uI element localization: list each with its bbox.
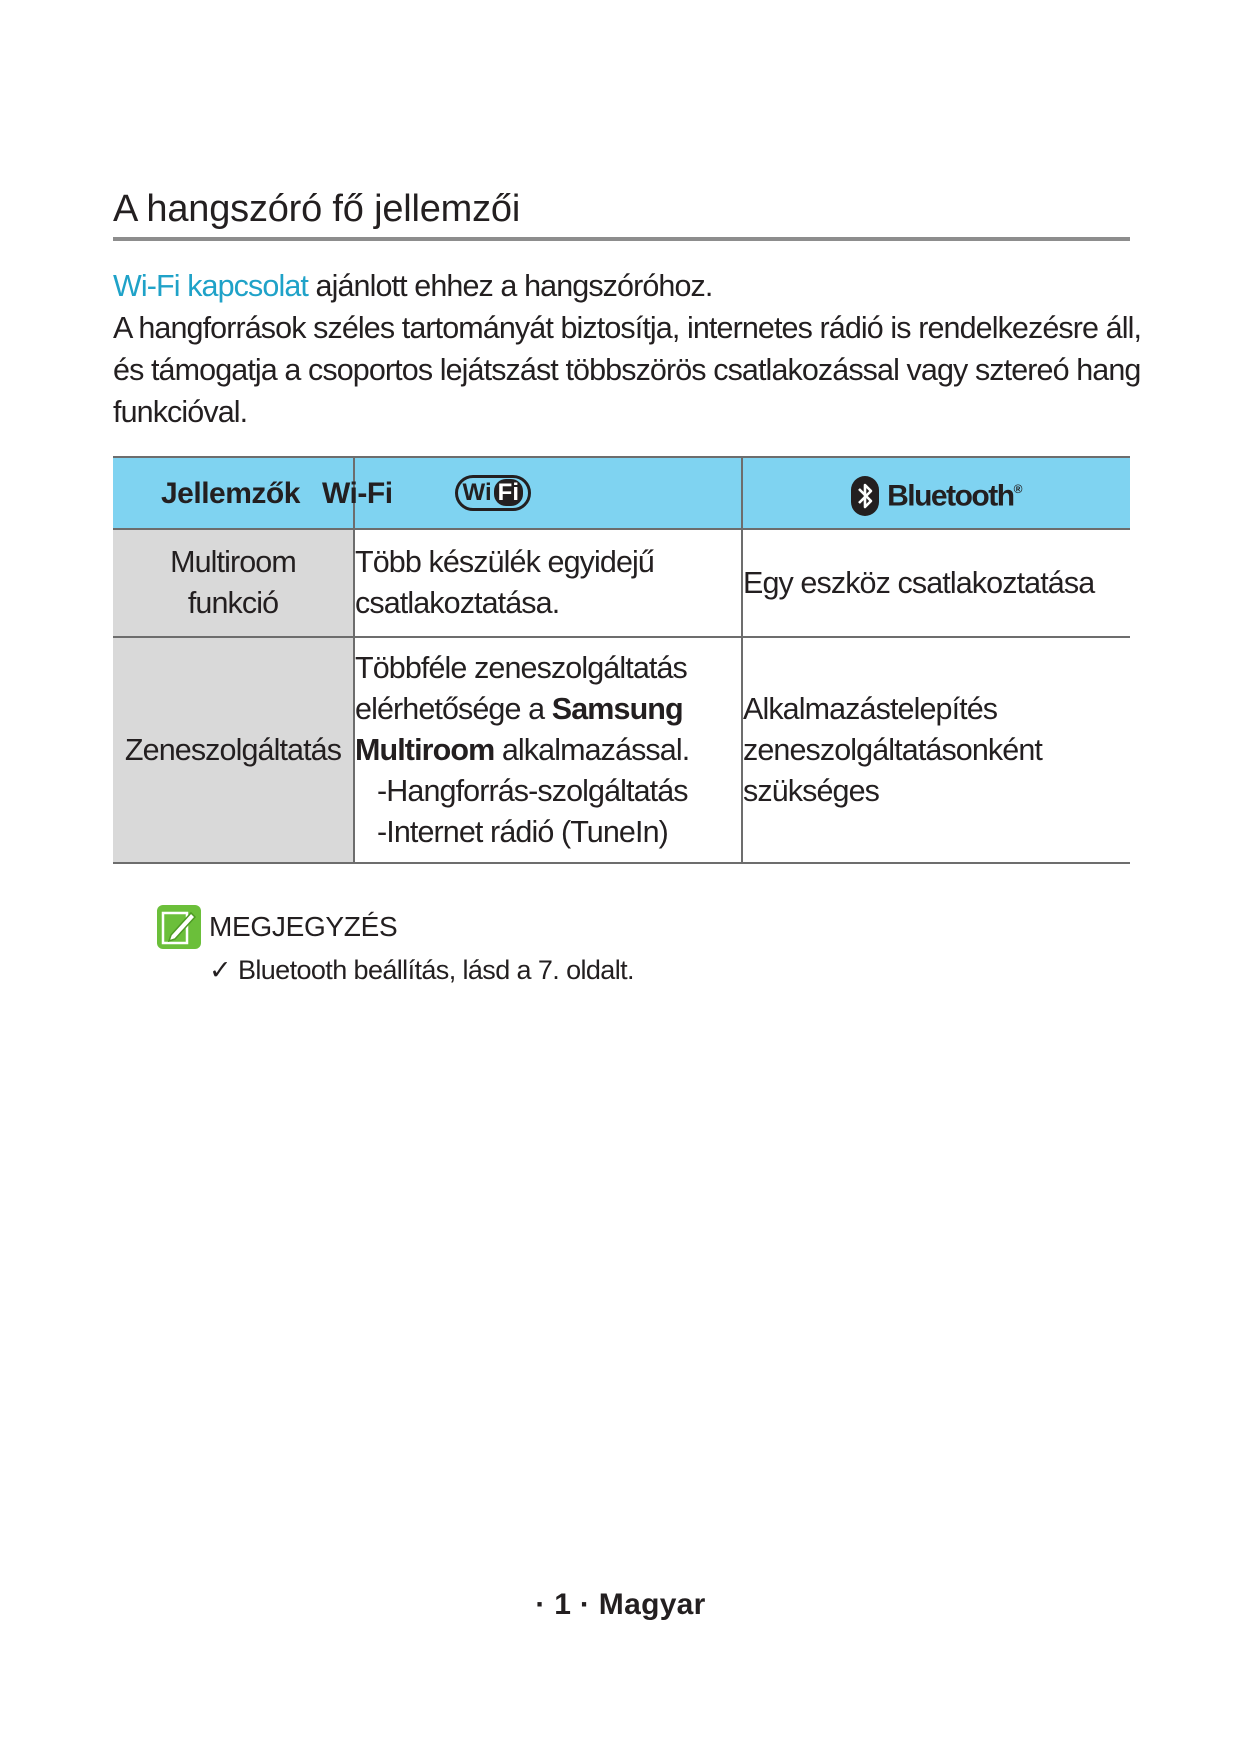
wifi-logo-wi: Wi (462, 478, 492, 506)
note-item (209, 955, 634, 986)
wifi-logo-fi: Fi (494, 479, 523, 506)
row-bluetooth-music (742, 637, 1130, 863)
bluetooth-label: Bluetooth (887, 479, 1014, 513)
row-wifi-music (354, 637, 742, 863)
row-wifi-multiroom (354, 529, 742, 637)
title-divider (113, 237, 1130, 241)
header-wifi (322, 457, 742, 529)
intro-line-2: A hangforrások széles tartományát biztosítja, internetes rádió is rendelkezésre áll, és támogatja a csoportos lejátszást többszörös csatlakozással vagy sztereó hang funkcióval. (113, 311, 1142, 429)
row-feature-multiroom (113, 529, 354, 637)
wifi-music-sub-2: -Internet rádió (TuneIn) (377, 814, 668, 849)
samsung-multiroom-bold: Samsung Multiroom (355, 691, 683, 767)
feature-multiroom-label: Multiroom funkció (170, 545, 296, 620)
row-bluetooth-multiroom: Egy eszköz csatlakoztatása (742, 529, 1130, 637)
pencil-note-icon (157, 905, 201, 949)
note-item-text: Bluetooth beállítás, lásd a 7. oldalt. (237, 955, 634, 985)
wifi-multiroom-text: Több készülék egyidejű csatlakoztatása. (355, 545, 654, 620)
header-bluetooth (742, 457, 1130, 529)
page-footer: · 1 · Magyar (535, 1588, 706, 1621)
features-table (113, 456, 1130, 864)
page-title: A hangszóró fő jellemzői (113, 188, 521, 230)
wifi-music-text-1: Többféle zeneszolgáltatás elérhetősége a (355, 650, 687, 726)
intro-text (113, 265, 1143, 433)
intro-line-1 (113, 265, 1143, 307)
wifi-music-text-2: alkalmazással. (494, 732, 690, 767)
note-title: MEGJEGYZÉS (209, 911, 398, 942)
wifi-music-text (355, 648, 695, 771)
table-header-row (113, 457, 1130, 529)
row-feature-music: Zeneszolgáltatás (113, 637, 354, 863)
wifi-highlight: Wi-Fi kapcsolat (113, 269, 308, 303)
wifi-logo-icon (455, 475, 531, 511)
wifi-music-sub-1: -Hangforrás-szolgáltatás (377, 773, 688, 808)
bluetooth-registered-mark: ® (1013, 482, 1022, 497)
header-features-label: Jellemzők (161, 476, 300, 510)
bluetooth-music-text: Alkalmazástelepítés zeneszolgáltatásonként szükséges (743, 691, 1042, 808)
intro-line-1-rest: ajánlott ehhez a hangszóróhoz. (307, 269, 713, 303)
header-wifi-label: Wi-Fi (322, 476, 393, 510)
check-icon: ✓ (209, 955, 232, 985)
table-row (113, 529, 1130, 637)
table-row (113, 637, 1130, 863)
bluetooth-icon (851, 476, 879, 516)
header-features (113, 457, 354, 529)
